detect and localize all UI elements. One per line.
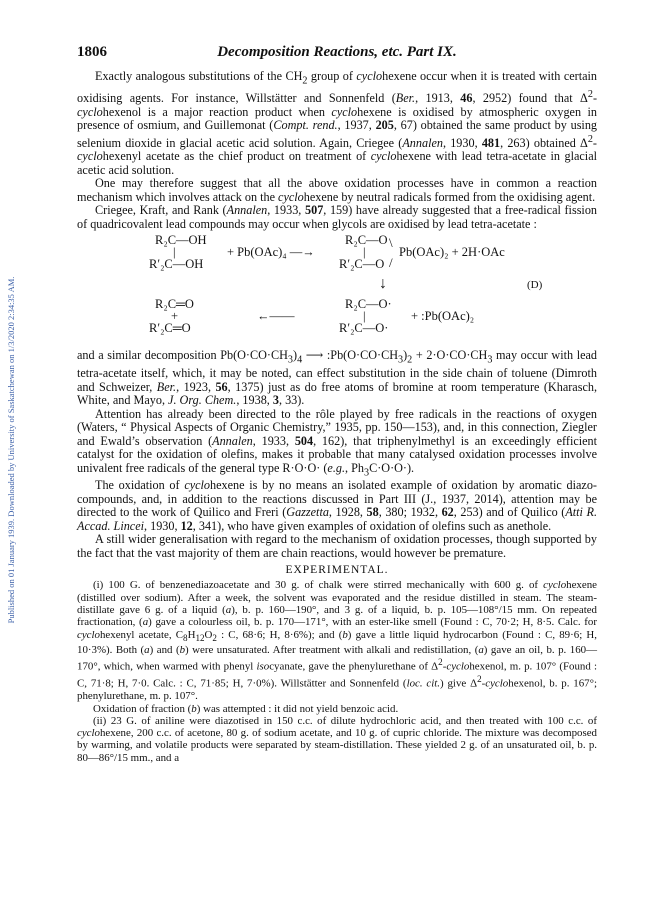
radical-top: R₂C—O· — [345, 297, 392, 312]
scheme-label: (D) — [527, 279, 543, 292]
cyclic-pb: Pb(OAc)₂ + 2H·OAc — [399, 245, 505, 260]
reagent-arrow: + Pb(OAc)₄ —→ — [227, 245, 315, 260]
cyclic-top: R₂C—O — [345, 233, 388, 248]
page-header — [77, 44, 597, 64]
running-title: Decomposition Reactions, etc. Part IX. — [217, 44, 457, 60]
ketone-bottom: R′₂C═O — [149, 321, 191, 336]
paragraph: Criegee, Kraft, and Rank (Annalen, 1933, 507, 159) have already suggested that a free-radical fission of quadricovalent lead compounds may occur when glycols are oxidised by lead tetra-acetate : — [77, 203, 598, 231]
download-watermark: Published on 01 January 1939. Downloaded by University of Saskatchewan on 1/3/2020 2:34:35 AM. — [6, 276, 16, 624]
bond-line: \ — [389, 235, 393, 251]
radical-pb: + :Pb(OAc)₂ — [411, 309, 475, 324]
experimental-section — [77, 579, 597, 764]
down-arrow: ↓ — [379, 275, 387, 293]
cyclic-bottom: R′₂C—O — [339, 257, 385, 272]
paragraph: A still wider generalisation with regard to the mechanism of oxidation processes, though supported by the fact that the vast majority of them are chain reactions, would however be premature. — [77, 532, 597, 560]
page-number: 1806 — [77, 44, 107, 60]
left-arrow: ←—— — [257, 309, 295, 324]
article-body — [77, 70, 597, 764]
diol-top: R₂C—OH — [155, 233, 207, 248]
bond-line: | — [363, 245, 366, 260]
radical-bottom: R′₂C—O· — [339, 321, 389, 336]
paragraph: Attention has already been directed to the rôle played by free radicals in the reactions of oxygen (Waters, “ Physical Aspects of Organic Chemistry,” 1935, pp. 150—153), and, in this connection, Ziegler and Ewald’s observation (Annalen, 1933, 504, 162), that triphenylmethyl is an exceedingly efficient catalyst for the oxidation of olefins, makes it probable that many catalysed oxidation processes involve univalent free radicals of the general type R·O·O· (e.g., $Ph_3C\cdot O\cdot O\cdot$). — [77, 406, 598, 478]
paragraph: Oxidation of fraction (b) was attempted : it did not yield benzoic acid. — [93, 702, 399, 715]
bond-line: / — [389, 255, 393, 271]
reaction-scheme-d — [77, 231, 597, 349]
paragraph: Exactly analogous substitutions of the $CH_2$ group of cyclohexene occur when it is treated with certain oxidising agents. For instance, Willstätter and Sonnenfeld (Ber., 1913, 46, 2952) found that $\Delta^2$-cyclohexenol is a major reaction product when cyclohexene is oxidised by atmospheric oxygen in presence of osmium, and Guillemonat (Compt. rend., 1937, 205, 67) obtained the same product by using selenium dioxide in glacial acetic acid solution. Again, Criegee (Annalen, 1930, 481, 263) obtained $\Delta^2$-cyclohexenyl acetate as the chief product on treatment of cyclohexene with lead tetra-acetate in glacial acetic acid solution. — [77, 69, 598, 177]
paragraph: (ii) 23 G. of aniline were diazotised in 150 c.c. of dilute hydrochloric acid, and then treated with 100 c.c. of cyclohexene, 200 c.c. of acetone, 80 g. of sodium acetate, and 10 g. of cupric chloride. The mixture was decomposed by warming, and volatile products were separated by steam-distillation. These yielded 2 g. of an unsaturated oil, b. p. 80—86°/15 mm., and a — [77, 714, 597, 764]
bond-line: | — [363, 309, 366, 324]
paragraph: The oxidation of cyclohexene is by no means an isolated example of oxidation by aromatic diazo-compounds, and, in addition to the reactions discussed in Part III (J., 1937, 2014), attention may be directed to the work of Quilico and Freri (Gazzetta, 1928, 58, 380; 1932, 62, 253) and of Quilico (Atti R. Accad. Lincei, 1930, 12, 341), who have given examples of oxidation of olefins such as anethole. — [77, 478, 598, 533]
ketone-plus: + — [171, 309, 179, 324]
diol-bottom: R′₂C—OH — [149, 257, 204, 272]
section-heading: EXPERIMENTAL. — [285, 564, 389, 577]
paragraph: (i) 100 G. of benzenediazoacetate and 30 g. of chalk were stirred mechanically with 600 g. of cyclohexene (distilled over sodium). After a week, the solvent was evaporated and the residue distilled in steam. The steam-distillate gave 6 g. of a liquid (a), b. p. 160—190°, and 3 g. of a liquid, b. p. 105—108°/15 mm. On repeated fractionation, (a) gave a colourless oil, b. p. 170—171°, with an ester-like smell (Found : C, 70·2; H, 8·5. Calc. for cyclohexenyl acetate, $C_8H_{12}O_2$ : C, 68·6; H, 8·6%); and (b) gave a little liquid hydrocarbon (Found : C, 89·6; H, 10·3%). Both (a) and (b) were unsaturated. After treatment with alkali and redistillation, (a) gave an oil, b. p. 160—170°, which, when warmed with phenyl isocyanate, gave the phenylurethane of $\Delta^2$-cyclohexenol, m. p. 107° (Found : C, 71·8; H, 7·0. Calc. : C, 71·85; H, 7·0%). Willstätter and Sonnenfeld (loc. cit.) give $\Delta^2$-cyclohexenol, b. p. 167°; phenylurethane, m. p. 107°. — [77, 579, 597, 703]
ketone-top: R₂C═O — [155, 297, 194, 312]
bond-line: | — [173, 245, 176, 260]
paragraph: One may therefore suggest that all the above oxidation processes have in common a reaction mechanism which involves attack on the cyclohexene by neutral radicals formed from the oxidising agent. — [77, 176, 597, 204]
paragraph: and a similar decomposition $Pb(O\cdot CO\cdot CH_3)_4$ ⟶ $:Pb(O\cdot CO\cdot CH_3)_2 + 2\cdot O\cdot CO\cdot CH_3$ may occur with lead tetra-acetate itself, which, it may be noted, can effect substitution in the side chain of toluene (Dimroth and Schweizer, Ber., 1923, 56, 1375) just as do free atoms of bromine at room temperature (Kharasch, White, and Mayo, J. Org. Chem., 1938, 3, 33). — [77, 348, 598, 407]
